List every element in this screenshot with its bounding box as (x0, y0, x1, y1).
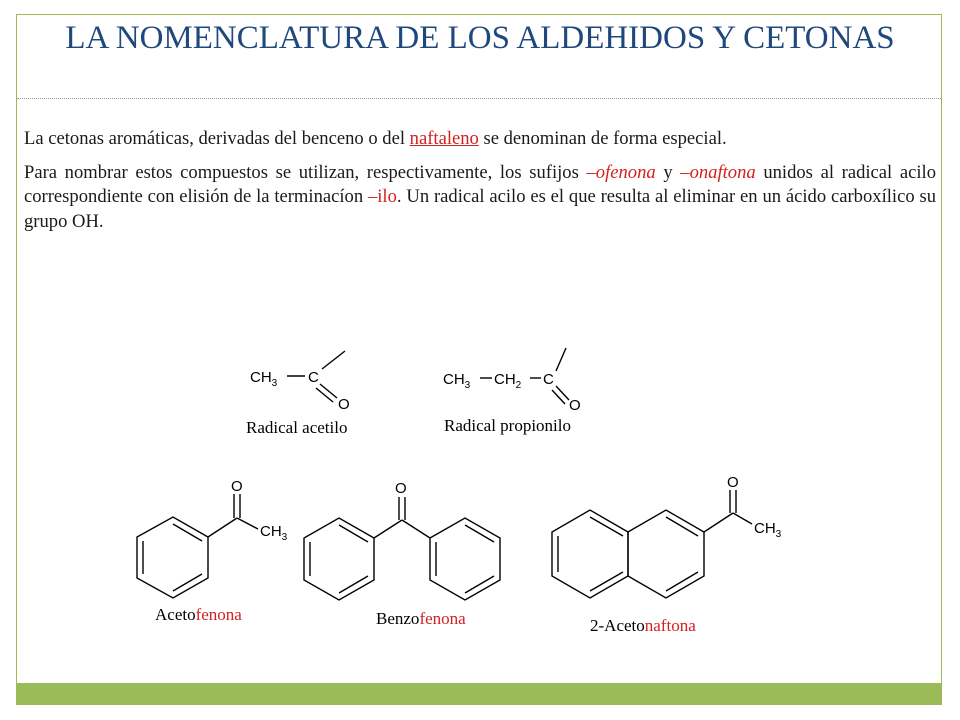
acetilo-ch3-label: $CH_3$ (250, 369, 278, 389)
acetilo-bond-open (322, 351, 345, 369)
acetofenona-bond-ring-c (208, 518, 237, 537)
p1-text-before: La cetonas aromáticas, derivadas del benceno o del (24, 128, 410, 149)
acetilo-double-bond-b (316, 388, 333, 402)
propionilo-ch2-label: $CH_2$ (494, 371, 522, 391)
acetofenona-ring-inner-3 (173, 574, 202, 591)
benzofenona-right-inner-2 (465, 576, 494, 593)
p1-text-after: se denominan de forma especial. (478, 128, 727, 149)
benzofenona-bond-left (374, 520, 402, 538)
propionilo-o-label: O (569, 397, 581, 414)
p2-text-2: y (655, 161, 681, 183)
acetonaftona-caption: 2-Acetonaftona (590, 616, 696, 635)
suffix-ofenona: –ofenona (586, 161, 656, 183)
propionilo-ch3-label: $CH_3$ (443, 371, 471, 391)
acetilo-o-label: O (338, 396, 350, 413)
radical-propionilo-caption: Radical propionilo (444, 416, 572, 435)
propionilo-double-bond-a (556, 386, 569, 400)
radical-acetilo-structure (246, 351, 350, 437)
benzofenona-caption: Benzofenona (376, 609, 466, 628)
propionilo-c-label: C (543, 371, 554, 388)
acetonaftona-ch3-label: $CH_3$ (754, 520, 782, 540)
acetilo-double-bond-a (320, 384, 337, 398)
acetonaftona-structure (552, 474, 782, 635)
ending-ilo: –ilo (367, 186, 397, 207)
benzofenona-right-ring (430, 518, 500, 600)
propionilo-double-bond-b (552, 390, 565, 404)
acetofenona-caption: Acetofenona (155, 605, 242, 624)
radical-acetilo-caption: Radical acetilo (246, 418, 348, 437)
acetonaftona-bond-ring-c (704, 513, 733, 532)
p2-text-3: unidos al radical acilo correspondiente con elisión de la terminacíon (24, 161, 936, 207)
p2-text-4: . Un radical acilo es el que resulta al eliminar en un ácido carboxílico su grupo OH. (24, 186, 936, 232)
p2-text-1: Para nombrar estos compuestos se utilizan, respectivamente, los sufijos (24, 161, 587, 183)
naftaleno-link[interactable]: naftaleno (409, 128, 479, 149)
slide-title: LA NOMENCLATURA DE LOS ALDEHIDOS Y CETONAS (65, 20, 895, 56)
footer-bar (16, 683, 942, 705)
benzofenona-left-inner-3 (339, 576, 368, 593)
acetonaftona-o-label: O (727, 474, 739, 491)
acetofenona-benzene-ring (137, 517, 208, 598)
suffix-onaftona: –onaftona (680, 161, 756, 183)
radical-propionilo-structure (443, 348, 581, 435)
naphthalene-left-ring (552, 510, 628, 598)
propionilo-bond-open (556, 348, 566, 371)
benzofenona-right-inner-1 (465, 525, 494, 542)
benzofenona-bond-right (402, 520, 430, 538)
acetofenona-ch3-label: $CH_3$ (260, 523, 288, 543)
acetilo-c-label: C (308, 369, 319, 386)
acetofenona-o-label: O (231, 478, 243, 495)
acetofenona-structure (137, 478, 288, 624)
benzofenona-left-inner-1 (339, 525, 368, 542)
acetofenona-ring-inner-1 (173, 524, 202, 541)
acetofenona-bond-c-ch3 (237, 518, 258, 529)
benzofenona-structure (304, 480, 500, 628)
naphthalene-right-ring (628, 510, 704, 598)
benzofenona-o-label: O (395, 480, 407, 497)
benzofenona-left-ring (304, 518, 374, 600)
acetonaftona-bond-c-ch3 (733, 513, 752, 524)
